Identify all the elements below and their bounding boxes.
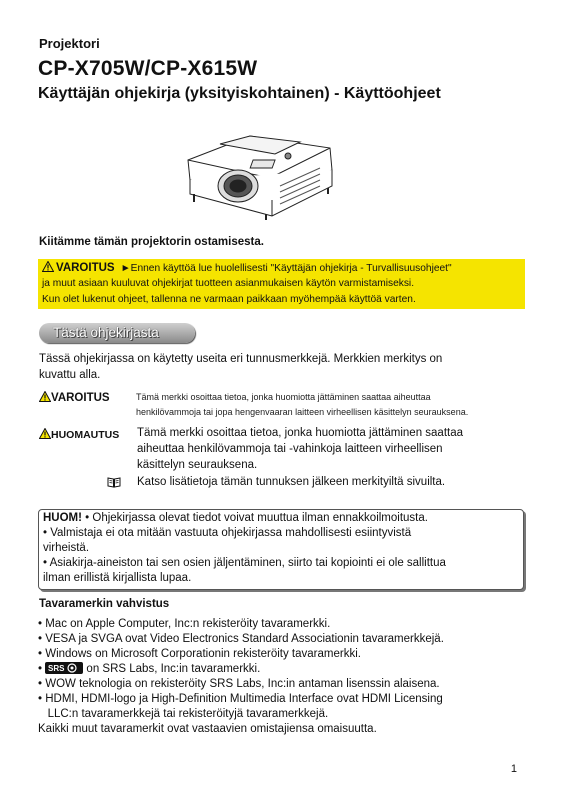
note-line-5: ilman erillistä kirjallista lupaa. bbox=[43, 572, 192, 584]
trademark-item: • VESA ja SVGA ovat Video Electronics Standard Associationin tavaramerkkejä. bbox=[38, 633, 444, 645]
section-header bbox=[39, 323, 195, 343]
symbol-caution-line-1: Tämä merkki osoittaa tietoa, jonka huomiotta jättäminen saattaa bbox=[137, 427, 464, 439]
note-label: HUOM! bbox=[43, 512, 82, 524]
svg-text:SRS: SRS bbox=[48, 664, 65, 673]
section-title: Tästä ohjekirjasta bbox=[53, 325, 159, 340]
thanks-text: Kiitämme tämän projektorin ostamisesta. bbox=[39, 236, 264, 248]
symbol-caution-line-3: käsittelyn seurauksena. bbox=[137, 459, 258, 471]
warning-box bbox=[38, 259, 525, 309]
warning-line-2: ja muut asiaan kuuluvat ohjekirjat tuotteen asianmukaisen käytön varmistamiseksi. bbox=[42, 278, 415, 289]
trademark-item: • Windows on Microsoft Corporationin rekisteröity tavaramerkki. bbox=[38, 648, 361, 660]
warning-icon bbox=[39, 391, 51, 402]
note-line-4: • Asiakirja-aineiston tai sen osien jäljentäminen, siirto tai kopiointi ei ole sallittua bbox=[43, 557, 446, 569]
projector-image bbox=[180, 108, 340, 226]
symbol-caution-label: HUOMAUTUS bbox=[51, 429, 120, 441]
srs-logo-icon bbox=[45, 662, 83, 674]
symbol-caution bbox=[39, 428, 119, 441]
trademark-item: • Mac on Apple Computer, Inc:n rekisteröity tavaramerkki. bbox=[38, 618, 331, 630]
symbol-warning-label: VAROITUS bbox=[51, 392, 110, 404]
page-number: 1 bbox=[510, 763, 517, 775]
symbol-caution-line-2: aiheuttaa henkilövammoja tai -vahinkoja laitteen virheellisen bbox=[137, 443, 443, 455]
model-title: CP-X705W/CP-X615W bbox=[38, 57, 258, 80]
intro-line-1: Tässä ohjekirjassa on käytetty useita eri tunnusmerkkejä. Merkkien merkitys on bbox=[39, 353, 443, 365]
symbol-warning bbox=[39, 391, 110, 404]
warning-line-1: ►Ennen käyttöä lue huolellisesti "Käyttäjän ohjekirja - Turvallisuusohjeet" bbox=[120, 263, 452, 274]
symbol-reference-text: Katso lisätietoja tämän tunnuksen jälkeen merkityiltä sivuilta. bbox=[137, 476, 446, 488]
intro-line-2: kuvattu alla. bbox=[39, 369, 101, 381]
symbol-warning-line-2: henkilövammoja tai jopa hengenvaaran laitteen virheellisen käsittelyn seurauksena. bbox=[136, 407, 469, 417]
caution-icon bbox=[39, 428, 51, 439]
note-line-3: virheistä. bbox=[43, 542, 90, 554]
note-line-2: • Valmistaja ei ota mitään vastuuta ohjekirjassa mahdollisesti esiintyvistä bbox=[43, 527, 412, 539]
trademarks-title: Tavaramerkin vahvistus bbox=[39, 598, 170, 610]
note-line-1: • Ohjekirjassa olevat tiedot voivat muuttua ilman ennakkoilmoitusta. bbox=[81, 512, 428, 524]
brand-label: Projektori bbox=[39, 36, 100, 51]
trademark-item-srs: • SRS on SRS Labs, Inc:in tavaramerkki. bbox=[38, 663, 261, 675]
note-box bbox=[38, 509, 524, 590]
trademarks-footer: Kaikki muut tavaramerkit ovat vastaavien omistajiensa omaisuutta. bbox=[38, 723, 377, 735]
trademark-item-cont: LLC:n tavaramerkkejä tai rekisteröityjä tavaramerkkejä. bbox=[38, 708, 329, 720]
symbol-warning-line-1: Tämä merkki osoittaa tietoa, jonka huomiotta jättäminen saattaa aiheuttaa bbox=[136, 392, 431, 402]
warning-label: VAROITUS bbox=[56, 262, 115, 274]
trademark-item: • WOW teknologia on rekisteröity SRS Labs, Inc:in antaman lisenssin alaisena. bbox=[38, 678, 440, 690]
trademark-item: • HDMI, HDMI-logo ja High-Definition Multimedia Interface ovat HDMI Licensing bbox=[38, 693, 443, 705]
warning-icon bbox=[42, 261, 54, 272]
book-icon bbox=[107, 476, 121, 488]
warning-line-3: Kun olet lukenut ohjeet, tallenna ne varmaan paikkaan myöhempää käyttöä varten. bbox=[42, 294, 416, 305]
page-subtitle: Käyttäjän ohjekirja (yksityiskohtainen) - Käyttöohjeet bbox=[38, 85, 441, 102]
